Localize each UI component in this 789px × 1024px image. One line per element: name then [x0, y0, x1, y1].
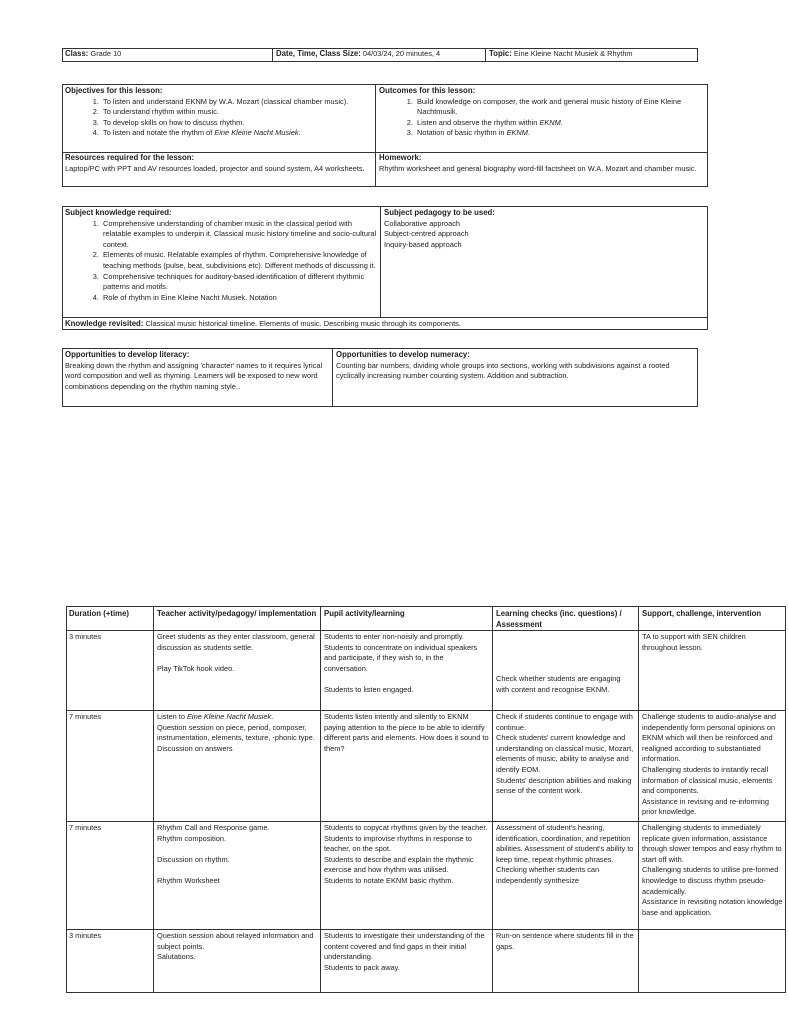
literacy-text: Breaking down the rhythm and assigning 'character' names to it requires lyrical word composition and well as rhyming. Learners will be exposed to new word combinations depending on the rhythm naming style..	[65, 360, 323, 391]
row4-pupil: Students to investigate their understanding of the content covered and find gaps in their initial understanding. Students to pack away.	[324, 931, 485, 972]
row2-support: Challenge students to audio-analyse and independently form personal opinions on EKNM which will then be reinforced and realigned according to substantiated information. Challenging students to instantly recall information of classical music, elements and components. Assistance in revising and re-informing prior knowledge.	[642, 712, 776, 817]
row4-assessment: Run-on sentence where students fill in the gaps.	[496, 931, 634, 951]
knowledge-revisited: Knowledge revisited: Classical music historical timeline. Elements of music. Describing music through its components.	[65, 319, 461, 328]
row1-teacher: Greet students as they enter classroom, general discussion as students settle. Play TikTok hook video.	[157, 632, 315, 673]
objective-item: 4. To listen and notate the rhythm of Eine Kleine Nacht Musiek.	[101, 128, 372, 139]
pedagogy-line: Subject-centred approach	[384, 229, 469, 239]
row4-duration: 3 minutes	[69, 931, 102, 940]
knowledge-item: 1. Comprehensive understanding of chamber music in the classical period with relatable examples to underpin it. Classical music history timeline and socio-cultural context.	[101, 219, 377, 251]
row3-pupil: Students to copycat rhythms given by the teacher. Students to improvise rhythms in response to teacher, on the spot. Students to describe and explain the rhythmic exercise and how rhythm was utilised. Students to notate EKNM basic rhythm.	[324, 823, 488, 885]
class-field: Class: Grade 10	[65, 49, 122, 58]
date-field: Date, Time, Class Size: 04/03/24, 20 minutes, 4	[276, 49, 441, 58]
homework-title: Homework:	[379, 153, 422, 162]
row1-pupil: Students to enter non-noisily and promptly. Students to concentrate on individual speakers and participate, if they wish to, in the conversation. Students to listen engaged.	[324, 632, 478, 694]
pedagogy-section	[381, 207, 708, 317]
knowledge-item: 2. Elements of music. Relatable examples of rhythm. Comprehensive knowledge of teaching methods (pulse, beat, subdivisions etc). Different methods of discussing it.	[101, 250, 377, 271]
literacy-title: Opportunities to develop literacy:	[65, 350, 190, 359]
pedagogy-title: Subject pedagogy to be used:	[384, 208, 495, 217]
row3-assessment: Assessment of student's hearing, identification, coordination, and repetition abilities. Assessment of student's ability to keep time, repeat rhythmic phrases. Checking whether students can independently synthesize	[496, 823, 634, 885]
objectives-title: Objectives for this lesson:	[65, 86, 163, 95]
plan-header-pupil: Pupil activity/learning	[324, 609, 405, 618]
plan-header-assessment: Learning checks (inc. questions) / Assessment	[496, 609, 622, 629]
row1-support: TA to support with SEN children throughout lesson.	[642, 632, 746, 652]
resources-title: Resources required for the lesson:	[65, 153, 195, 162]
subject-knowledge-list	[65, 219, 377, 304]
topic-field: Topic: Eine Kleine Nacht Musiek & Rhythm	[489, 49, 633, 58]
row2-pupil: Students listen intently and silently to EKNM paying attention to the piece to be able to identify different parts and elements. How does it sound to them?	[324, 712, 489, 753]
plan-header-teacher: Teacher activity/pedagogy/ implementation	[157, 609, 317, 618]
knowledge-item: 3. Comprehensive techniques for auditory-based identification of different rhythmic patterns and motifs.	[101, 272, 377, 293]
row1-assessment: Check whether students are engaging with content and recognise EKNM.	[496, 674, 621, 694]
row3-support: Challenging students to immediately replicate given information, assistance through slower tempos and easy rhythm to start off with. Challenging students to utilise pre-formed knowledge to discuss rhythm pseudo-academically. Assistance in revisiting notation knowledge base and application.	[642, 823, 783, 917]
knowledge-item: 4. Role of rhythm in Eine Kleine Nacht Musiek. Notation	[101, 293, 377, 304]
row1-duration: 3 minutes	[69, 632, 102, 641]
numeracy-title: Opportunities to develop numeracy:	[336, 350, 470, 359]
objective-item: 1. To listen and understand EKNM by W.A. Mozart (classical chamber music).	[101, 97, 372, 108]
literacy-section	[62, 349, 332, 407]
objective-item: 2. To understand rhythm within music.	[101, 107, 372, 118]
row2-assessment: Check if students continue to engage with continue. Check students' current knowledge and understanding on classical music, Mozart, elements of music, ability to analyse and identify EOM. Students' description abilities and making sense of the content work.	[496, 712, 634, 796]
row2-teacher: Listen to Eine Kleine Nacht Musiek. Question session on piece, period, composer, instrumentation, elements, texture, -phonic type. Discussion on answers	[157, 712, 315, 753]
plan-header-duration: Duration (+time)	[69, 609, 129, 618]
pedagogy-line: Inquiry-based approach	[384, 239, 462, 249]
pedagogy-line: Collaborative approach	[384, 218, 461, 228]
row3-teacher: Rhythm Call and Response game. Rhythm composition. Discussion on rhythm. Rhythm Worksheet	[157, 823, 270, 885]
outcome-item: 2. Listen and observe the rhythm within EKNM.	[415, 118, 705, 129]
objectives-section	[62, 85, 375, 152]
row3-duration: 7 minutes	[69, 823, 102, 832]
homework-text: Rhythm worksheet and general biography word-fill factsheet on W.A. Mozart and chamber music.	[379, 163, 697, 173]
subject-knowledge-title: Subject knowledge required:	[65, 208, 172, 217]
objective-item: 3. To develop skills on how to discuss rhythm.	[101, 118, 372, 129]
homework-section	[376, 152, 708, 187]
objectives-list	[65, 97, 372, 139]
row4-teacher: Question session about relayed information and subject points. Salutations.	[157, 931, 314, 962]
resources-section	[62, 152, 375, 187]
outcome-item: 1. Build knowledge on composer, the work and general music history of Eine Kleine Nachtmusik.	[415, 97, 705, 118]
subject-knowledge-section	[62, 207, 380, 317]
row2-duration: 7 minutes	[69, 712, 102, 721]
numeracy-section	[333, 349, 698, 407]
outcomes-title: Outcomes for this lesson:	[379, 86, 476, 95]
outcome-item: 3. Notation of basic rhythm in EKNM.	[415, 128, 705, 139]
plan-header-support: Support, challenge, intervention	[642, 609, 762, 618]
outcomes-section	[376, 85, 708, 152]
resources-text: Laptop/PC with PPT and AV resources loaded, projector and sound system, A4 worksheets.	[65, 163, 365, 173]
numeracy-text: Counting bar numbers, dividing whole groups into sections, working with subdivisions against a rooted cyclically increasing number counting system. Addition and subtraction.	[336, 360, 670, 381]
row4-support	[639, 930, 786, 993]
outcomes-list	[379, 97, 705, 139]
